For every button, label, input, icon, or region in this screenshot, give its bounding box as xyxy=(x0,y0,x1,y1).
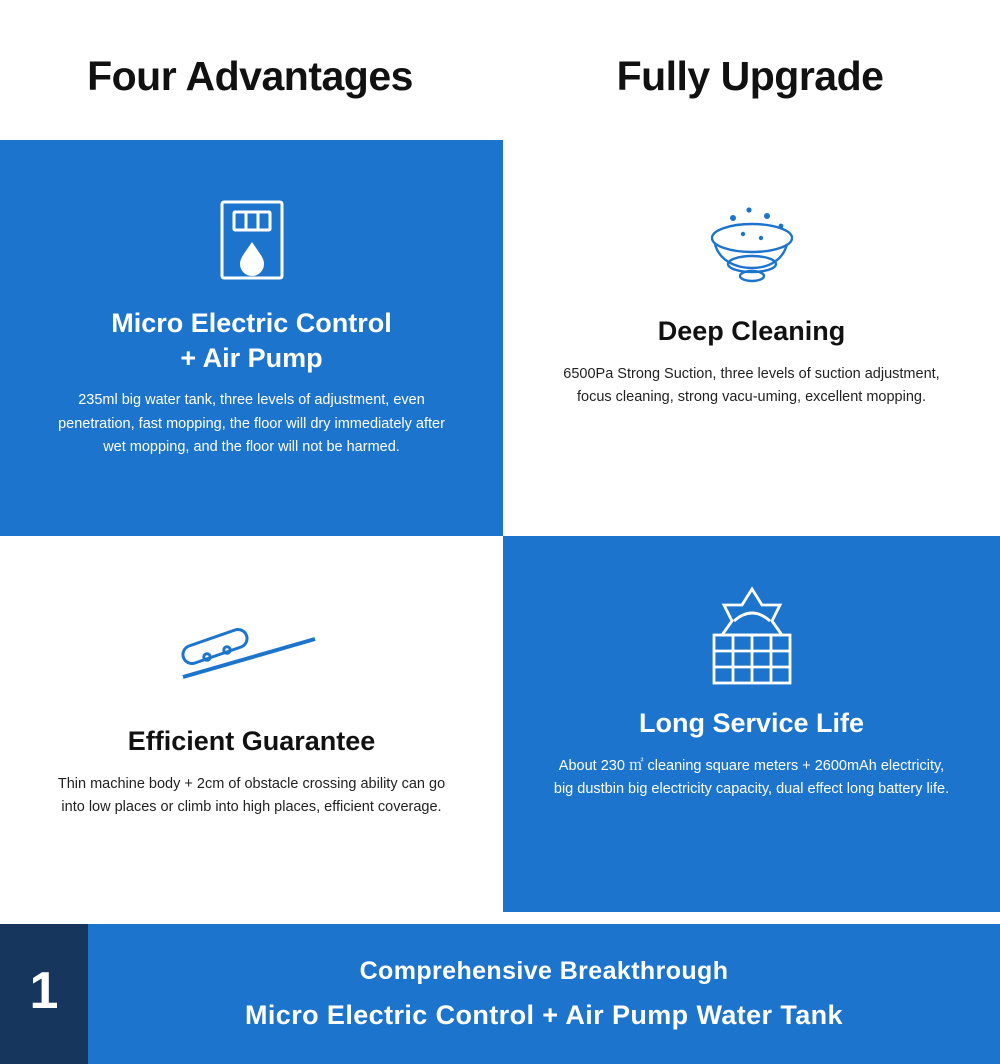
footer-banner xyxy=(0,924,1000,1064)
cyclone-suction-icon xyxy=(537,184,966,304)
card-title: Efficient Guarantee xyxy=(127,726,376,756)
card-title-line-1: Micro Electric Control xyxy=(111,308,392,338)
footer-subheadline: Micro Electric Control + Air Pump Water Tank xyxy=(245,1000,843,1030)
footer-content xyxy=(88,924,1000,1064)
card-body: About 230 ㎡ cleaning square meters + 2600mAh electricity, big dustbin big electricity capacity, dual effect long battery life. xyxy=(553,757,950,798)
footer-headline: Comprehensive Breakthrough xyxy=(359,957,729,985)
feature-card-micro-electric-control xyxy=(0,140,503,536)
headings-row xyxy=(0,0,1000,140)
card-body: 235ml big water tank, three levels of adjustment, even penetration, fast mopping, the floor will dry immediately after wet mopping, and the floor will not be harmed. xyxy=(58,392,445,456)
card-body: 6500Pa Strong Suction, three levels of suction adjustment, focus cleaning, strong vacu-uming, excellent mopping. xyxy=(563,365,940,406)
battery-grid-icon xyxy=(537,576,966,696)
water-tank-icon xyxy=(34,180,469,300)
slim-body-ramp-icon xyxy=(34,594,469,714)
feature-grid xyxy=(0,140,1000,912)
feature-card-efficient-guarantee xyxy=(0,536,503,912)
card-title: Long Service Life xyxy=(638,708,865,738)
heading-fully-upgrade: Fully Upgrade xyxy=(616,52,884,99)
footer-step-number: 1 xyxy=(0,924,88,1064)
card-title: Deep Cleaning xyxy=(657,316,846,346)
feature-card-long-service-life xyxy=(503,536,1000,912)
card-title xyxy=(111,306,392,375)
card-title-line-2: + Air Pump xyxy=(180,342,323,373)
heading-four-advantages: Four Advantages xyxy=(87,52,413,99)
card-body: Thin machine body + 2cm of obstacle crossing ability can go into low places or climb into high places, efficient coverage. xyxy=(57,775,446,816)
feature-card-deep-cleaning xyxy=(503,140,1000,536)
